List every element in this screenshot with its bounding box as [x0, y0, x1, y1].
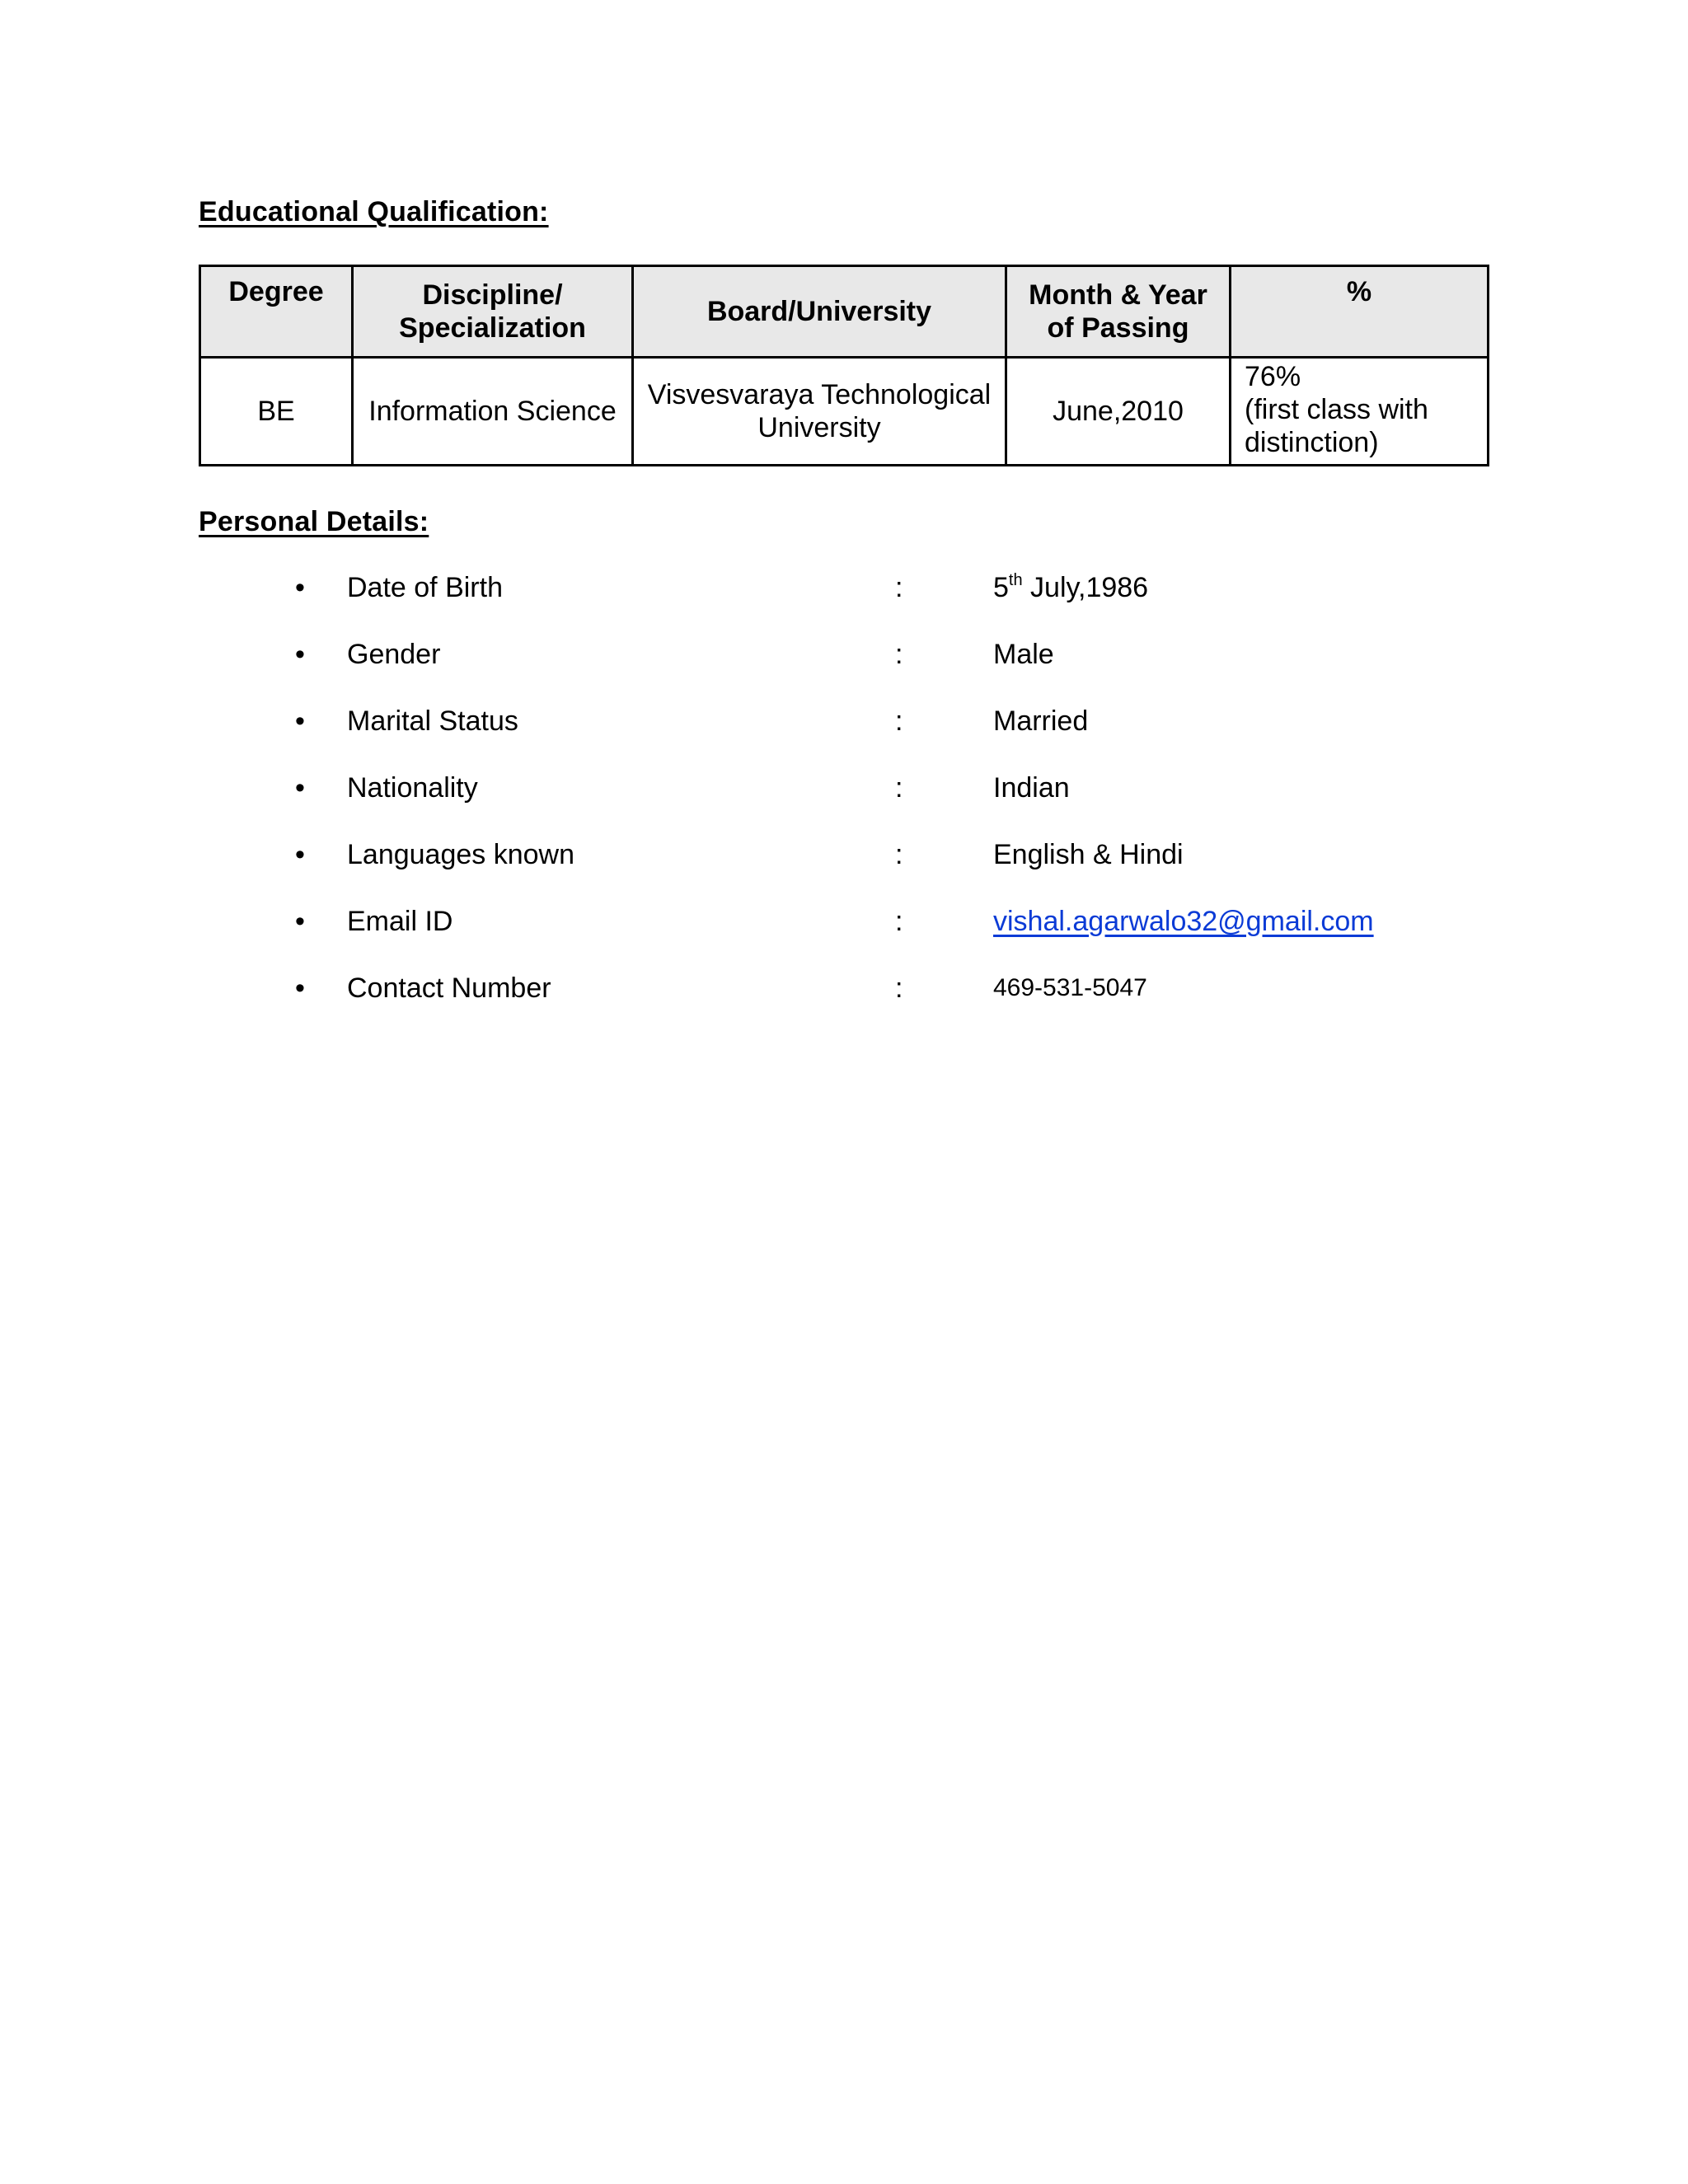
email-label: Email ID — [347, 906, 453, 937]
bullet-icon: • — [295, 572, 305, 603]
gender-label: Gender — [347, 639, 441, 670]
dob-day: 5 — [993, 572, 1009, 603]
cell-board: Visvesvaraya Technological University — [633, 358, 1006, 466]
languages-value: English & Hindi — [993, 839, 1184, 870]
column-header-board: Board/University — [633, 266, 1006, 358]
list-item-email — [0, 902, 1688, 969]
contact-label: Contact Number — [347, 972, 551, 1004]
education-table — [199, 265, 1489, 466]
list-item-dob — [0, 569, 1688, 635]
bullet-icon: • — [295, 972, 305, 1004]
separator-colon: : — [895, 972, 903, 1004]
column-header-percent: % — [1231, 266, 1489, 358]
cell-percent-value: 76% — [1245, 361, 1301, 392]
gender-value: Male — [993, 639, 1054, 670]
separator-colon: : — [895, 772, 903, 804]
separator-colon: : — [895, 906, 903, 937]
nationality-value: Indian — [993, 772, 1070, 804]
cell-discipline: Information Science — [353, 358, 633, 466]
email-link[interactable]: vishal.agarwalo32@gmail.com — [993, 906, 1374, 937]
column-header-discipline — [353, 266, 633, 358]
list-item-nationality — [0, 769, 1688, 836]
nationality-label: Nationality — [347, 772, 478, 804]
dob-value — [993, 569, 1148, 607]
separator-colon: : — [895, 705, 903, 737]
list-item-languages — [0, 836, 1688, 902]
column-header-degree: Degree — [200, 266, 353, 358]
dob-label: Date of Birth — [347, 572, 503, 603]
marital-status-label: Marital Status — [347, 705, 518, 737]
personal-details-heading: Personal Details: — [199, 506, 429, 537]
list-item-gender — [0, 635, 1688, 702]
cell-month-year: June,2010 — [1006, 358, 1231, 466]
education-heading: Educational Qualification: — [199, 196, 549, 227]
dob-suffix: th — [1008, 571, 1023, 589]
cell-percent-note: (first class with distinction) — [1245, 394, 1428, 458]
personal-details-list — [0, 569, 1688, 1036]
bullet-icon: • — [295, 639, 305, 670]
bullet-icon: • — [295, 772, 305, 804]
education-table-header — [200, 266, 1489, 358]
contact-value: 469-531-5047 — [993, 974, 1147, 1001]
cell-percent — [1231, 358, 1489, 466]
list-item-marital-status — [0, 702, 1688, 769]
separator-colon: : — [895, 839, 903, 870]
separator-colon: : — [895, 639, 903, 670]
bullet-icon: • — [295, 839, 305, 870]
languages-label: Languages known — [347, 839, 575, 870]
bullet-icon: • — [295, 705, 305, 737]
marital-status-value: Married — [993, 705, 1089, 737]
bullet-icon: • — [295, 906, 305, 937]
cell-degree: BE — [200, 358, 353, 466]
column-header-month-year: Month & Year of Passing — [1006, 266, 1231, 358]
dob-rest: July,1986 — [1022, 572, 1149, 603]
separator-colon: : — [895, 572, 903, 603]
column-header-discipline-text: Discipline/ Specialization — [399, 279, 586, 344]
table-row — [200, 358, 1489, 466]
list-item-contact — [0, 969, 1688, 1036]
